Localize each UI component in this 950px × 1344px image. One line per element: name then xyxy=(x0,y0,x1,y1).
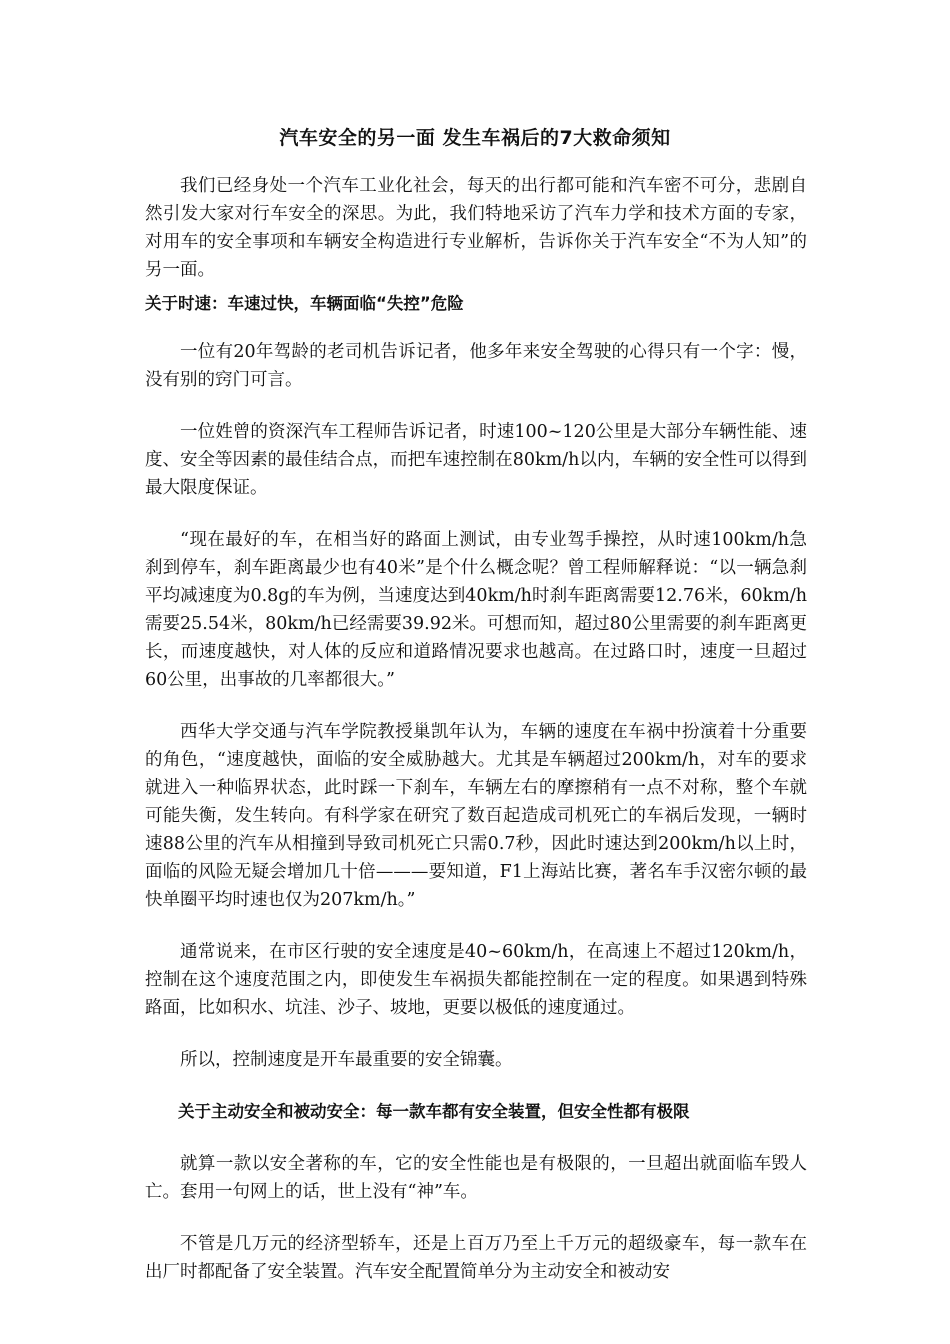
paragraph: “现在最好的车，在相当好的路面上测试，由专业驾手操控，从时速100km/h急刹到停车，刹车距离最少也有40米”是个什么概念呢？曾工程师解释说：“以一辆急刹平均减速度为0.8g的车为例，当速度达到40km/h时刹车距离需要12.76米，60km/h需要25.54米，80km/h已经需要39.92米。可想而知，超过80公里需要的刹车距离更长，而速度越快，对人体的反应和道路情况要求也越高。在过路口时，速度一旦超过60公里，出事故的几率都很大。” xyxy=(145,530,807,690)
intro-paragraph: 我们已经身处一个汽车工业化社会，每天的出行都可能和汽车密不可分，悲剧自然引发大家对行车安全的深思。为此，我们特地采访了汽车力学和技术方面的专家，对用车的安全事项和车辆安全构造进行专业解析，告诉你关于汽车安全“不为人知”的另一面。 xyxy=(145,176,807,280)
section-heading-active-passive-safety: 关于主动安全和被动安全：每一款车都有安全装置，但安全性都有极限 xyxy=(178,1102,690,1121)
paragraph: 西华大学交通与汽车学院教授巢凯年认为，车辆的速度在车祸中扮演着十分重要的角色，“速度越快，面临的安全威胁越大。尤其是车辆超过200km/h，对车的要求就进入一种临界状态，此时踩一下刹车，车辆左右的摩擦稍有一点不对称，整个车就可能失衡，发生转向。有科学家在研究了数百起造成司机死亡的车祸后发现，一辆时速88公里的汽车从相撞到导致司机死亡只需0.7秒，因此时速达到200km/h以上时，面临的风险无疑会增加几十倍———要知道，F1上海站比赛，著名车手汉密尔顿的最快单圈平均时速也仅为207km/h。” xyxy=(145,722,807,910)
document-title: 汽车安全的另一面 发生车祸后的7大救命须知 xyxy=(279,127,671,149)
paragraph: 通常说来，在市区行驶的安全速度是40~60km/h，在高速上不超过120km/h，控制在这个速度范围之内，即使发生车祸损失都能控制在一定的程度。如果遇到特殊路面，比如积水、坑洼、沙子、坡地，更要以极低的速度通过。 xyxy=(145,942,807,1018)
paragraph: 一位有20年驾龄的老司机告诉记者，他多年来安全驾驶的心得只有一个字：慢，没有别的窍门可言。 xyxy=(145,342,807,390)
document-body xyxy=(145,172,807,1286)
paragraph: 就算一款以安全著称的车，它的安全性能也是有极限的，一旦超出就面临车毁人亡。套用一句网上的话，世上没有“神”车。 xyxy=(145,1154,807,1202)
paragraph: 所以，控制速度是开车最重要的安全锦囊。 xyxy=(180,1050,513,1070)
section-heading-speed: 关于时速：车速过快，车辆面临“失控”危险 xyxy=(145,294,464,313)
paragraph: 一位姓曾的资深汽车工程师告诉记者，时速100~120公里是大部分车辆性能、速度、安全等因素的最佳结合点，而把车速控制在80km/h以内，车辆的安全性可以得到最大限度保证。 xyxy=(145,422,807,498)
paragraph: 不管是几万元的经济型轿车，还是上百万乃至上千万元的超级豪车，每一款车在出厂时都配备了安全装置。汽车安全配置简单分为主动安全和被动安 xyxy=(145,1234,807,1282)
